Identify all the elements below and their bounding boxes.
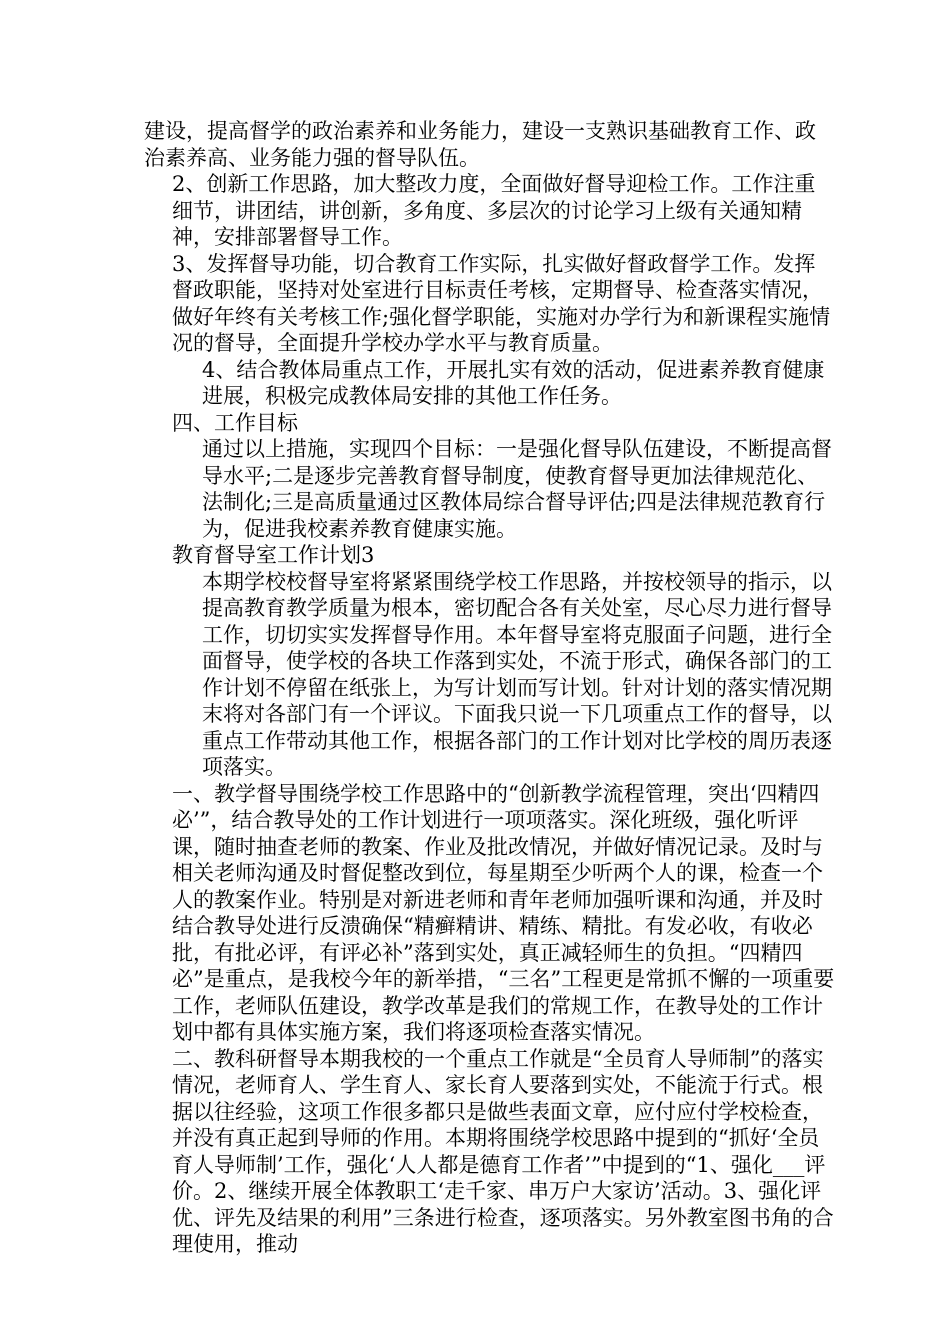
paragraph-intro-continued: 建设，提高督学的政治素养和业务能力，建设一支熟识基础教育工作、政治素养高、业务能力强的督导队伍。 bbox=[144, 119, 816, 170]
paragraph-research-supervision: 二、教科研督导本期我校的一个重点工作就是“全员育人导师制”的落实情况，老师育人、学生育人、家长育人要落到实处，不能流于行式。根据以往经验，这项工作很多都只是做些表面文章，应付应付学校检查，并没有真正起到导师的作用。本期将围绕学校思路中提到的“抓好‘全员育人导师制’工作，强化‘人人都是德育工作者’”中提到的“1、强化___评价。2、继续开展全体教职工‘走千家、串万户大家访’活动。3、强化评优、评先及结果的利用”三条进行检查，逐项落实。另外教室图书角的合理使用，推动 bbox=[172, 1046, 834, 1256]
paragraph-teaching-supervision: 一、教学督导围绕学校工作思路中的“创新教学流程管理，突出‘四精四必’”，结合教导处的工作计划进行一项项落实。深化班级，强化听评课，随时抽查老师的教案、作业及批改情况，并做好情况记录。及时与相关老师沟通及时督促整改到位，每星期至少听两个人的课，检查一个人的教案作业。特别是对新进老师和青年老师加强听课和沟通，并及时结合教导处进行反溃确保“精癣精讲、精练、精批。有发必收，有收必批，有批必评，有评必补”落到实处，真正减轻师生的负担。“四精四必”是重点，是我校今年的新举措，“三名”工程更是常抓不懈的一项重要工作，老师队伍建设，教学改革是我们的常规工作，在教导处的工作计划中都有具体实施方案，我们将逐项检查落实情况。 bbox=[172, 781, 835, 1044]
section-heading-goals: 四、工作目标 bbox=[172, 410, 298, 435]
paragraph-goals: 通过以上措施，实现四个目标：一是强化督导队伍建设，不断提高督导水平;二是逐步完善教育督导制度，使教育督导更加法律规范化、法制化;三是高质量通过区教体局综合督导评估;四是法律规范教育行为，促进我校素养教育健康实施。 bbox=[202, 437, 832, 541]
paragraph-item-2: 2、创新工作思路，加大整改力度，全面做好督导迎检工作。工作注重细节，讲团结，讲创新，多角度、多层次的讨论学习上级有关通知精神，安排部署督导工作。 bbox=[172, 172, 816, 249]
paragraph-item-3: 3、发挥督导功能，切合教育工作实际，扎实做好督政督学工作。发挥督政职能，坚持对处室进行目标责任考核，定期督导、检查落实情况，做好年终有关考核工作;强化督学职能，实施对办学行为和新课程实施情况的督导，全面提升学校办学水平与教育质量。 bbox=[172, 251, 831, 355]
paragraph-plan-intro: 本期学校校督导室将紧紧围绕学校工作思路，并按校领导的指示，以提高教育教学质量为根本，密切配合各有关处室，尽心尽力进行督导工作，切切实实发挥督导作用。本年督导室将克服面子问题，进行全面督导，使学校的各块工作落到实处，不流于形式，确保各部门的工作计划不停留在纸张上，为写计划而写计划。针对计划的落实情况期末将对各部门有一个评议。下面我只说一下几项重点工作的督导，以重点工作带动其他工作，根据各部门的工作计划对比学校的周历表逐项落实。 bbox=[202, 569, 832, 779]
paragraph-item-4: 4、结合教体局重点工作，开展扎实有效的活动，促进素养教育健康进展，积极完成教体局安排的其他工作任务。 bbox=[202, 357, 825, 408]
document-body bbox=[144, 118, 836, 1258]
section-heading-plan-3: 教育督导室工作计划3 bbox=[172, 543, 375, 567]
